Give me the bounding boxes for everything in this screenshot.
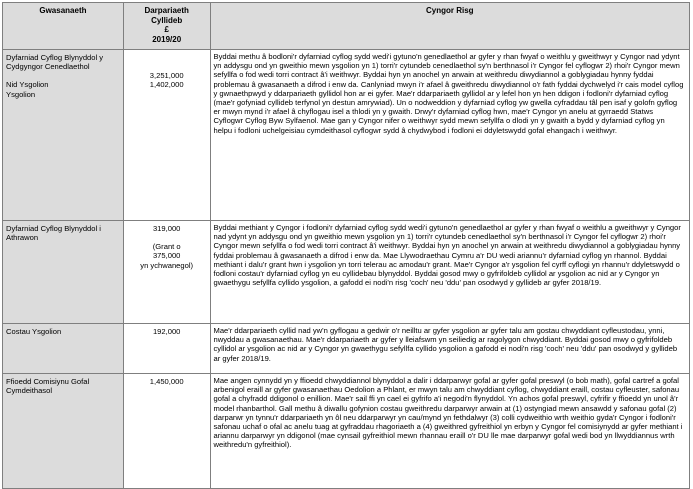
header-budget-line4: 2019/20 [152,34,182,44]
header-risk: Cyngor Risg [210,3,690,50]
risk-cell: Mae angen cynnydd yn y ffioedd chwyddiannol blynyddol a dalir i ddarparwyr gofal ar gyfer gofal preswyl (o bob math), gofal cartref a gofal arbenigol eraill ar gyfer gwasanaethau Oedolion a Phlant, er mwyn talu am chwyddiant cyflog, chwyddiant eraill, costau cyfleuster, safonau gofal a chyfradd ddigonol o enillion. Mae'r sail ffi yn cael ei gyfrifo a'i negodi'n flynyddol. Yn achos gofal preswyl, cyfrifir y ffioedd yn unol â'r model rhanbarthol. Gall methu â diwallu gofynion costau gweithredu darparwyr arwain at (1) ostyngiad mewn ansawdd y safonau gofal (2) darparwr yn tynnu'r ddarpariaeth yn ôl neu ddarparwyr yn cau/mynd yn fethdalwyr (3) colli cydweithio wrth weithio gyda'r Cyngor i fodloni'r safonau uchaf o ofal ac anelu tuag at gyfraddau rhagoriaeth a (4) gweithred gyfreithiol yn erbyn y Cyngor fel comisiynydd ar gyfer methiant i ariannu darparwyr yn ddigonol (mae cynsail gyfreithiol mewn rhannau eraill o'r DU lle mae darparwyr gofal wedi bod yn llwyddiannus wrth weithredu'n gyfreithiol). [210,374,690,489]
header-row [3,3,690,50]
table-row [3,324,690,374]
service-cell: Dyfarniad Cyflog Blynyddol i Athrawon [3,221,124,324]
budget-value: 192,000 [152,327,181,336]
budget-note: yn ychwanegol) [140,260,194,270]
service-cell [3,50,124,221]
budget-cell [123,374,210,489]
header-budget [123,3,210,50]
service-cell: Costau Ysgolion [3,324,124,374]
header-budget-line3: £ [164,25,169,35]
risk-cell: Byddai methu â bodloni'r dyfarniad cyflog sydd wedi'i gytuno'n genedlaethol ar gyfer y rhan fwyaf o weithlu y gweithwyr y Cyngor nad ydynt yn addysgu ond yn gweithio mewn ysgolion yn 1) torri'r cytundeb cenedlaethol sy'n berthnasol i'r Cyngor fel cyflogwr 2) rhoi'r Cyngor mewn sefyllfa o fod wedi torri contract â'i weithwyr. Byddai hyn yn anochel yn arwain at weithredu diwydiannol a goblygiadau hynny fyddai problemau â gwasanaeth a difrod i enw da. Canlyniad mwyn i'r afael â gweithredu diwydiannol o'r fath fyddai dychwelyd i'r cais model cyflog y gwnaethpwyd y ddarpariaeth gyllidol hon ar ei gyfer. Mae'r ddarpariaeth gyllidol ar y lefel hon yn hen ddigon i fodloni'r dyfarniad cyflog (mae'r gofyniad cyllideb terfynol yn destun amrywiad). Un o nodweddion y dyfarniad cyflog yw gwella cyfraddau tâl pen isaf y golofn gyflog er mwyn mynd i'r afael â chyflogau isel a thlodi yn y gwaith. Drwy'r dyfarniad cyflog hwn, mae'r Cyngor yn anelu at gyrraedd Statws Cyflogwr Cyflog Byw Sylfaenol. Mae gan y Cyngor nifer o weithwyr sydd mewn sefyllfa o dlodi yn y gwaith a bydd y dyfarniad cyflog yn helpu i fodloni uchelgeisiau cymdeithasol cyflogwr sydd â chydwybod i fodloni ei ddyletswydd gofal ehangach i weithwyr. [210,50,690,221]
risk-cell: Byddai methiant y Cyngor i fodloni'r dyfarniad cyflog sydd wedi'i gytuno'n genedlaethol ar gyfer y rhan fwyaf o weithlu a gweithwyr y Cyngor nad ydynt yn addysgu ond yn gweithio mewn ysgolion yn 1) torri'r cytundeb cenedlaethol sy'n berthnasol i'r Cyngor fel cyflogwr 2) rhoi'r Cyngor mewn sefyllfa o fod wedi torri contract â'i weithwyr. Byddai hyn yn anochel yn arwain at weithredu diwydiannol a goblygiadau hynny fyddai problemau â gwasanaeth a difrod i enw da. Mae Llywodraethau Cymru a'r DU wedi ariannu'r dyfarniad cyflog yn rhannol. Byddai methiant i dalu'r grant hwn i ysgolion yn torri telerau ac amodau'r grant. Mae'r Cyngor a'r ysgolion fel cyrff cyflogi yn rhannu'r ddyletswydd o fodloni costau'r dyfarniad cyflog yn eu cyllidebau blynyddol. Byddai gosod mwy o gyfrifoldeb cyllidol ar ysgolion ac nid ar y Cyngor yn gwaethygu sefyllfa cyllido ysgolion, a gafodd ei nodi'n risg 'coch' neu 'ddu' pan osodwyd y gyllideb ar gyfer 2018/19. [210,221,690,324]
service-sub-name: Nid Ysgolion [6,80,49,90]
header-budget-line1: Darpariaeth [144,6,189,15]
service-name: Dyfarniad Cyflog Blynyddol y Cydgyngor Cenedlaethol [6,53,104,72]
budget-value: 319,000 [152,224,181,233]
service-cell: Ffioedd Comisiynu Gofal Cymdeithasol [3,374,124,489]
budget-value: 1,402,000 [149,80,184,90]
budget-value: 1,450,000 [149,377,184,386]
table-row [3,50,690,221]
table-row [3,221,690,324]
budget-cell [123,50,210,221]
header-service: Gwasanaeth [3,3,124,50]
risk-cell: Mae'r ddarpariaeth cyllid nad yw'n gyflogau a gedwir o'r neilltu ar gyfer ysgolion ar gyfer talu am gostau chwyddiant cyfleustodau, ynni, nwyddau a gwasanaethau. Mae'r ddarpariaeth ar gyfer y lleiafswm yn seiliedig ar ragolygon chwyddiant. Byddai gosod mwy o gyfrifoldeb cyllidol ar ysgolion ac nid ar y Cyngor yn gwaethygu sefyllfa cyllido ysgolion a gafodd ei nodi'n risg 'coch' neu 'ddu' pan osodwyd y gyllideb ar gyfer 2018/19. [210,324,690,374]
budget-note: 375,000 [152,251,181,261]
budget-cell [123,221,210,324]
service-sub-name: Ysgolion [6,89,36,99]
risk-table [2,2,690,489]
budget-note: (Grant o [152,242,181,252]
budget-cell [123,324,210,374]
table-row [3,374,690,489]
budget-value: 3,251,000 [149,71,184,80]
header-budget-line2: Cyllideb [151,15,183,25]
